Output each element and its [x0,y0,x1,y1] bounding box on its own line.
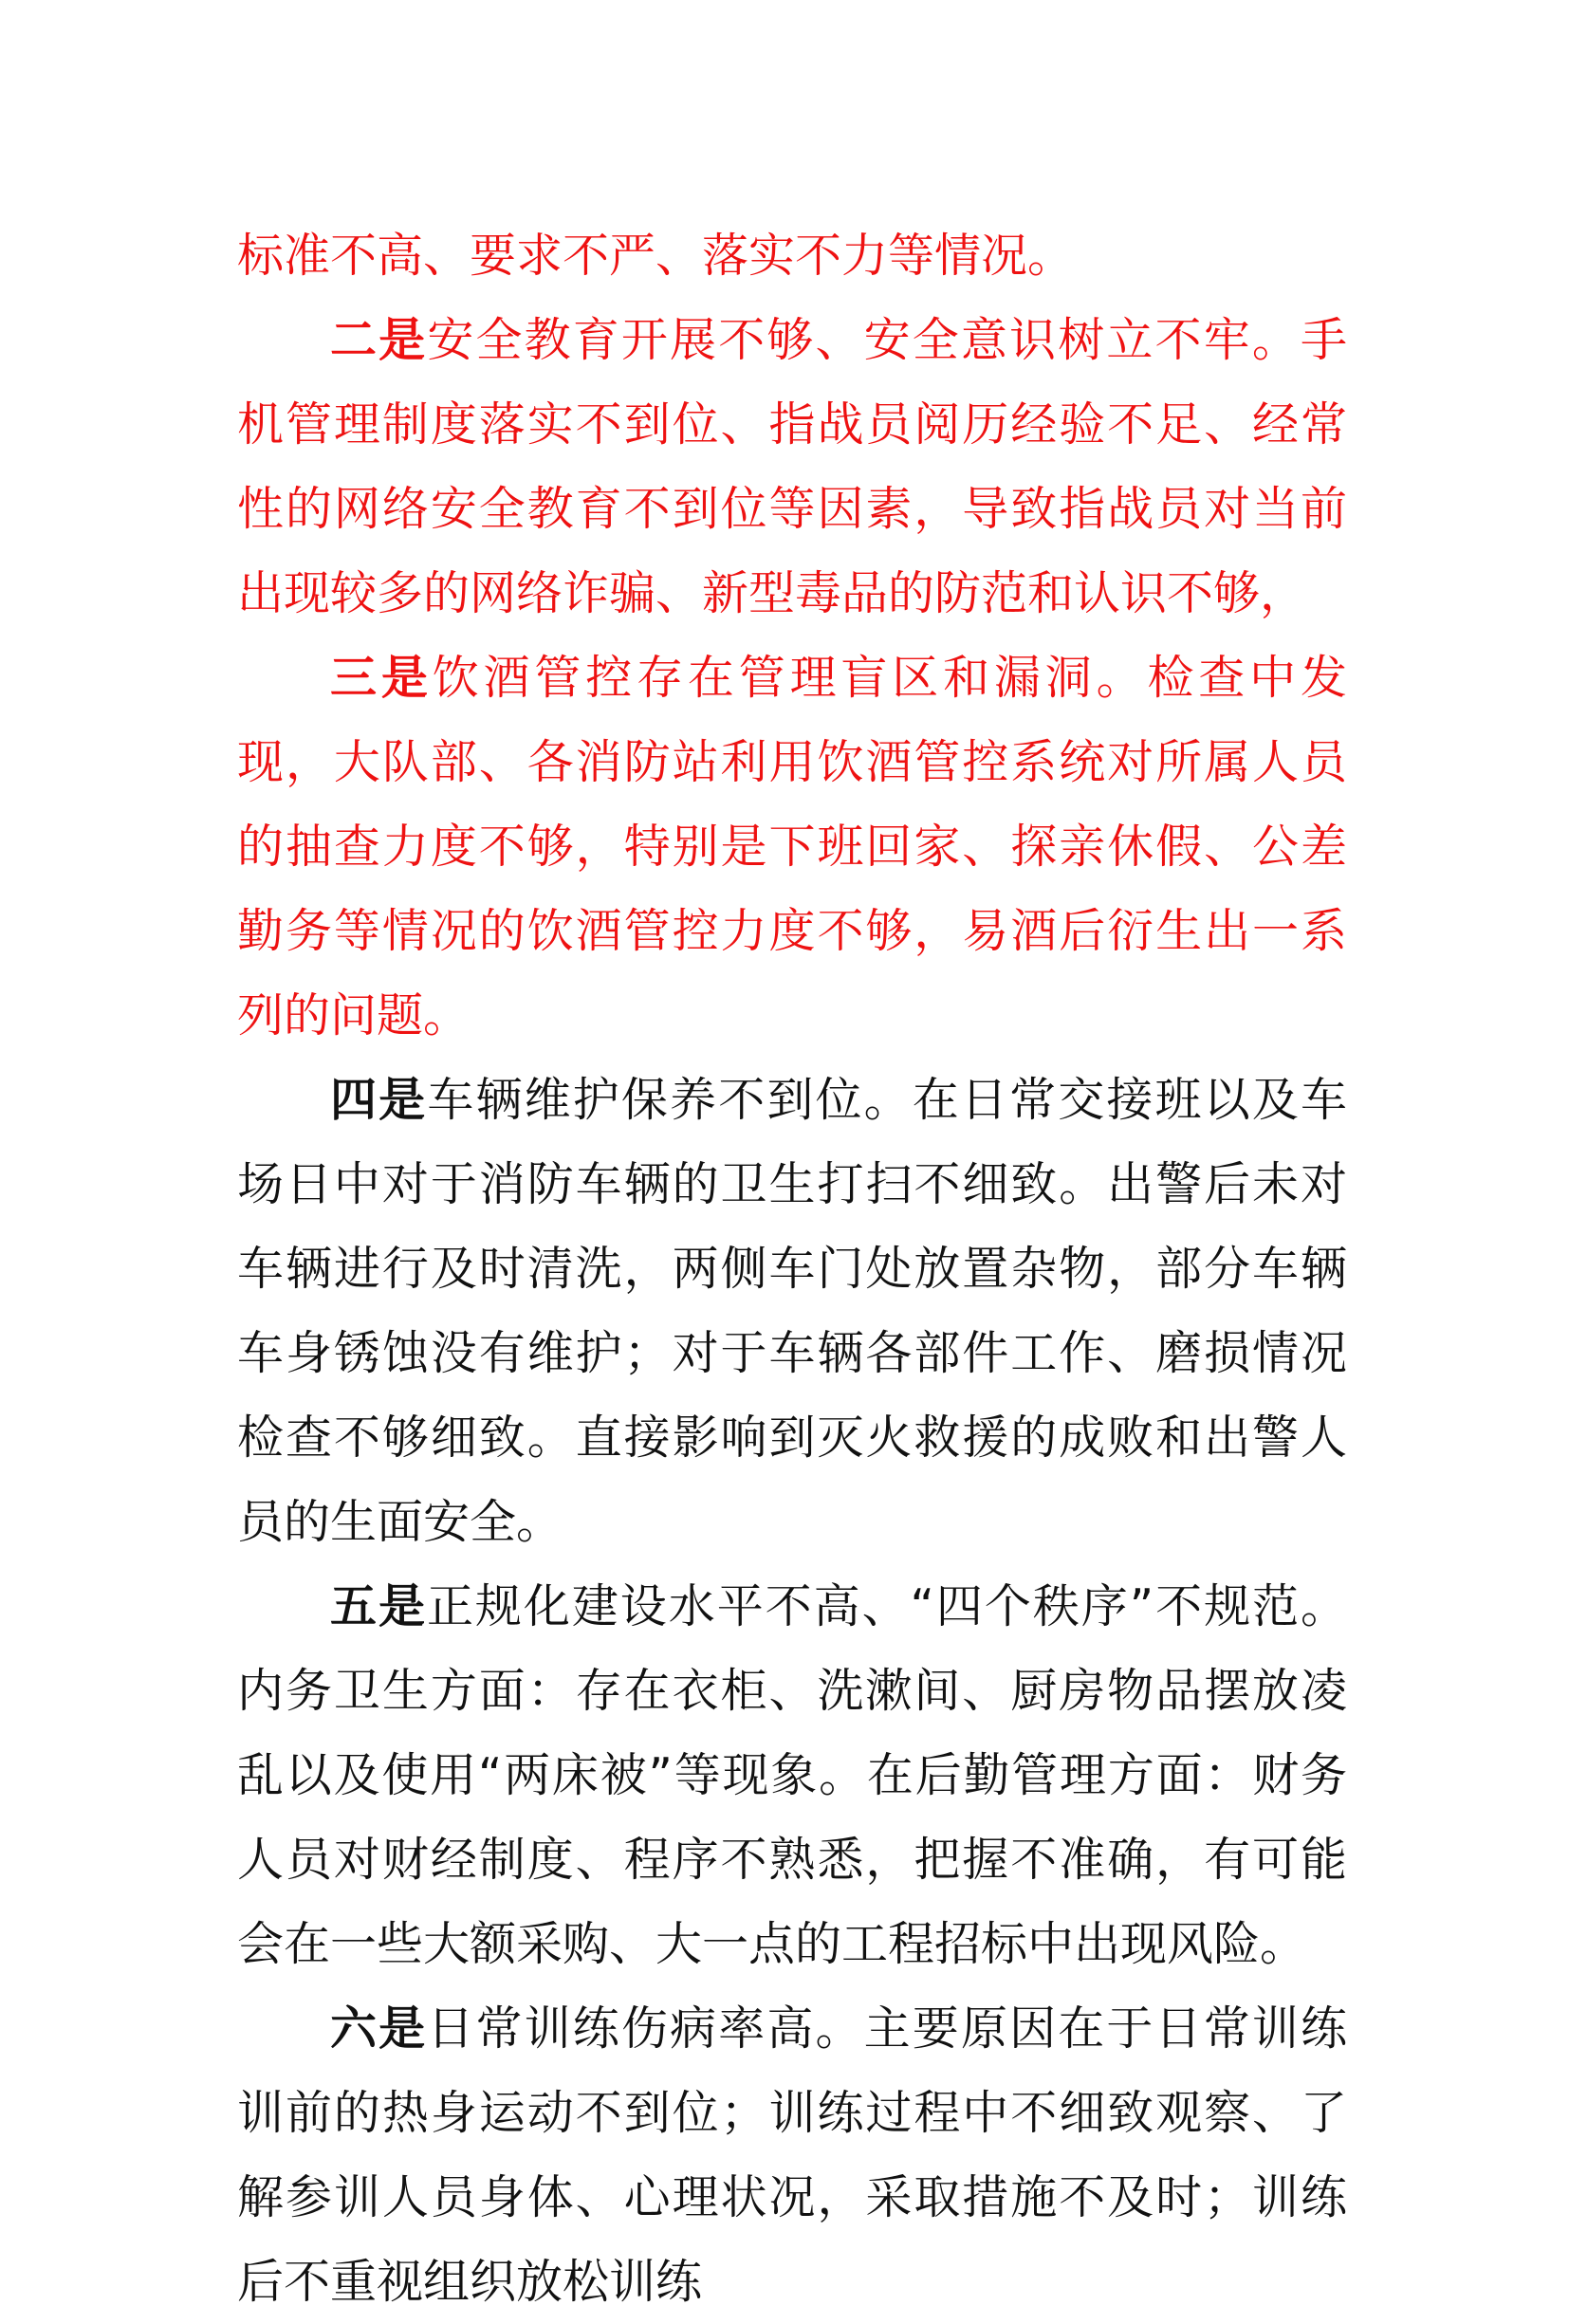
paragraph-5-text: 正规化建设水平不高、“四个秩序”不规范。内务卫生方面：存在衣柜、洗漱间、厨房物品摆放凌乱以及使用“两床被”等现象。在后勤管理方面：财务人员对财经制度、程序不熟悉，把握不准确，有可能会在一些大额采购、大一点的工程招标中出现风险。 [237,1579,1347,1971]
paragraph-4-text: 车辆维护保养不到位。在日常交接班以及车场日中对于消防车辆的卫生打扫不细致。出警后未对车辆进行及时清洗，两侧车门处放置杂物，部分车辆车身锈蚀没有维护；对于车辆各部件工作、磨损情况检查不够细致。直接影响到灭火救援的成败和出警人员的生面安全。 [237,1073,1347,1549]
paragraph-2 [237,298,1347,636]
paragraph-6 [237,1986,1347,2324]
paragraph-3-text: 饮酒管控存在管理盲区和漏洞。检查中发现，大队部、各消防站利用饮酒管控系统对所属人员的抽查力度不够，特别是下班回家、探亲休假、公差勤务等情况的饮酒管控力度不够，易酒后衍生出一系列的问题。 [237,651,1347,1042]
paragraph-6-text: 日常训练伤病率高。主要原因在于日常训练训前的热身运动不到位；训练过程中不细致观察、了解参训人员身体、心理状况，采取措施不及时；训练后不重视组织放松训练 [237,2001,1347,2309]
paragraph-3 [237,636,1347,1058]
paragraph-4 [237,1058,1347,1564]
paragraph-3-lead: 三是 [330,651,433,705]
paragraph-1-text: 标准不高、要求不严、落实不力等情况。 [237,229,1075,283]
paragraph-5-lead: 五是 [330,1579,427,1633]
paragraph-2-text: 安全教育开展不够、安全意识树立不牢。手机管理制度落实不到位、指战员阅历经验不足、经常性的网络安全教育不到位等因素，导致指战员对当前出现较多的网络诈骗、新型毒品的防范和认识不够， [237,313,1347,620]
paragraph-4-lead: 四是 [330,1073,428,1127]
paragraph-2-lead: 二是 [330,313,428,367]
paragraph-6-lead: 六是 [330,2001,428,2056]
paragraph-5 [237,1564,1347,1986]
paragraph-1 [237,213,1347,298]
document-body [237,213,1347,2324]
